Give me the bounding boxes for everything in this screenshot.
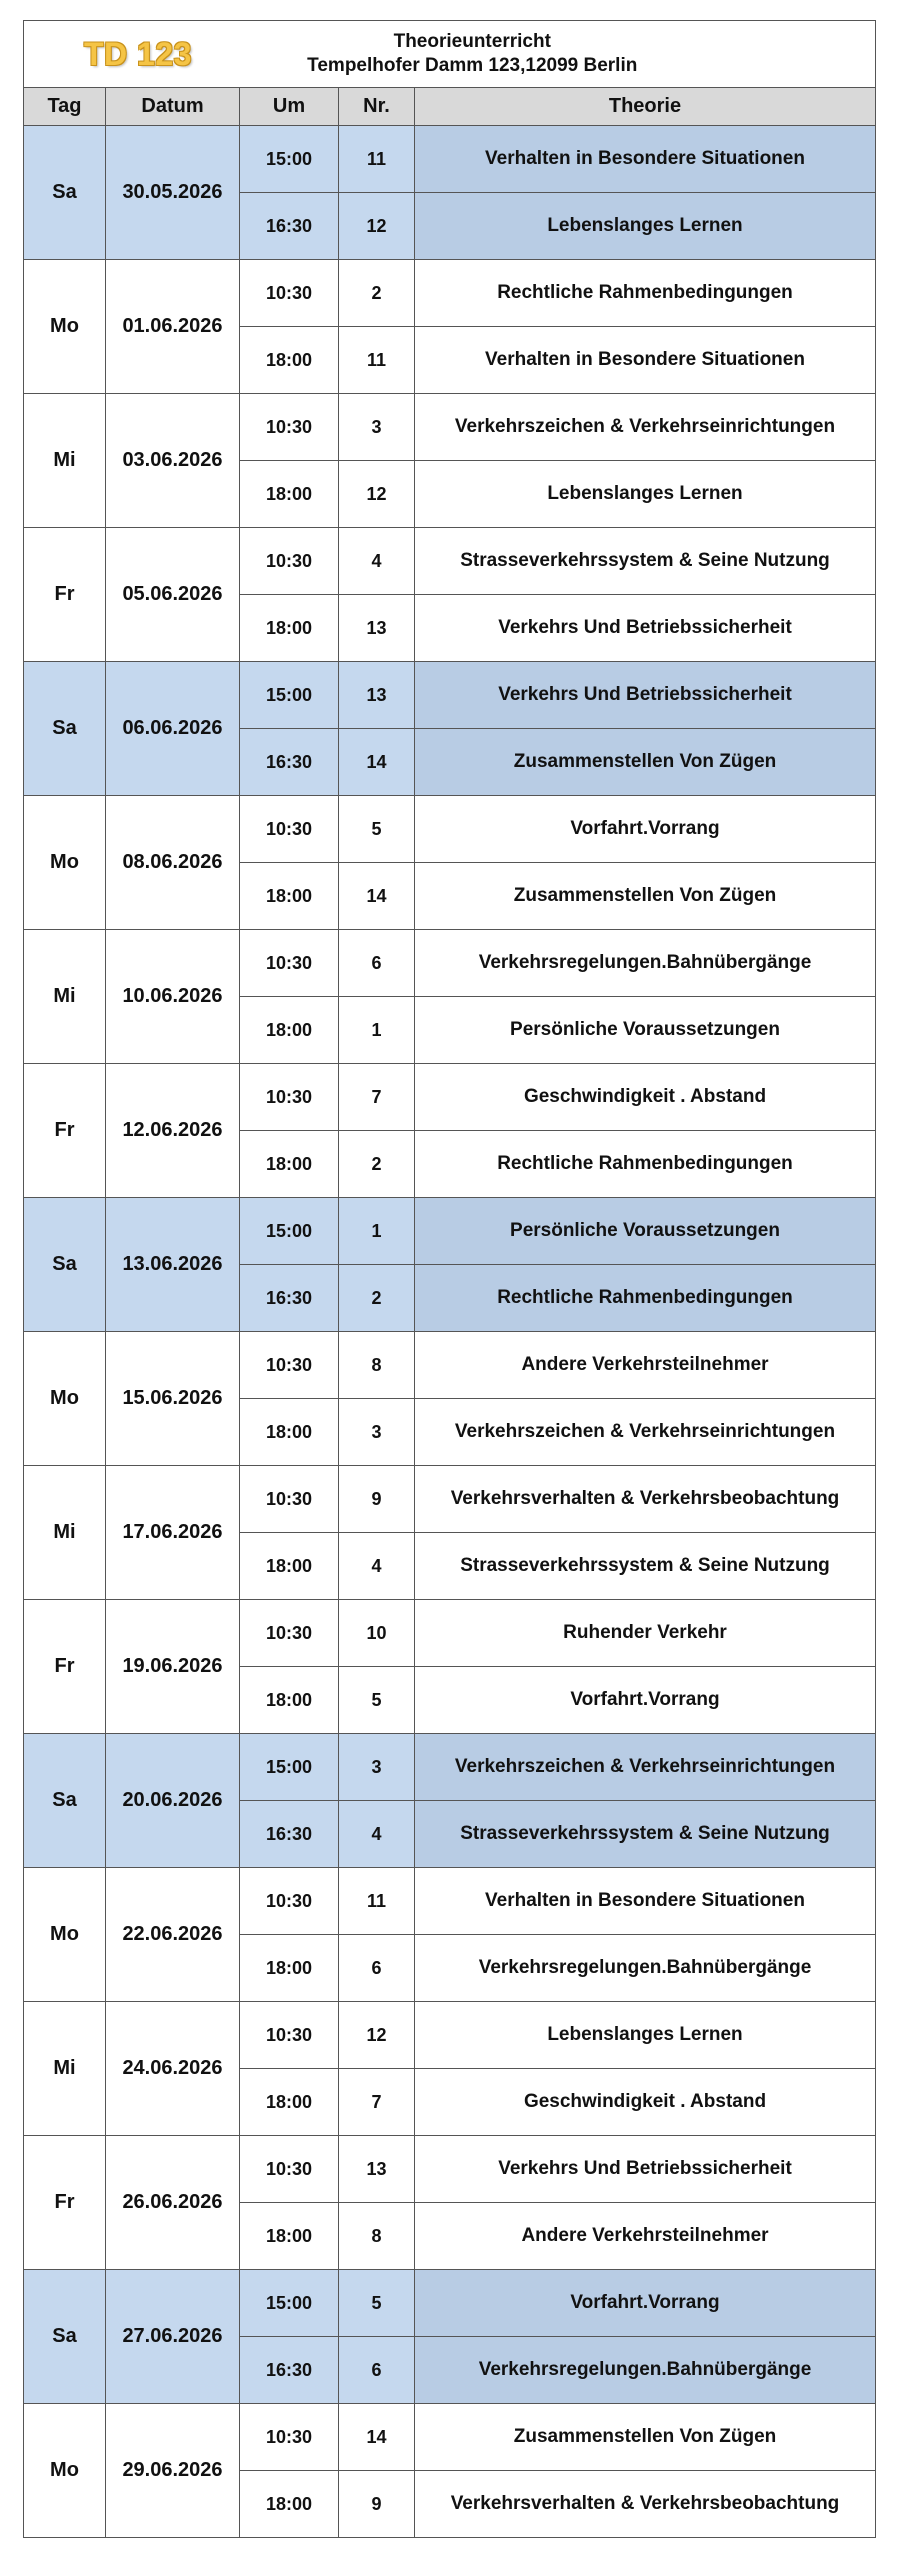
date-cell: 24.06.2026	[106, 2002, 240, 2136]
time-cell: 10:30	[240, 1600, 339, 1667]
lesson-number-cell: 11	[339, 126, 415, 193]
day-cell: Sa	[24, 1198, 106, 1332]
topic-cell: Verkehrszeichen & Verkehrseinrichtungen	[415, 394, 876, 461]
date-cell: 17.06.2026	[106, 1466, 240, 1600]
table-row	[24, 1198, 876, 1265]
time-cell: 15:00	[240, 1734, 339, 1801]
column-header-um: Um	[240, 88, 339, 126]
date-cell: 29.06.2026	[106, 2404, 240, 2538]
lesson-number-cell: 9	[339, 2471, 415, 2538]
time-cell: 10:30	[240, 1868, 339, 1935]
date-cell: 10.06.2026	[106, 930, 240, 1064]
day-cell: Fr	[24, 528, 106, 662]
time-cell: 16:30	[240, 1801, 339, 1868]
topic-cell: Persönliche Voraussetzungen	[415, 1198, 876, 1265]
lesson-number-cell: 4	[339, 1533, 415, 1600]
lesson-number-cell: 4	[339, 528, 415, 595]
lesson-number-cell: 7	[339, 2069, 415, 2136]
date-cell: 19.06.2026	[106, 1600, 240, 1734]
date-cell: 30.05.2026	[106, 126, 240, 260]
day-cell: Mi	[24, 1466, 106, 1600]
time-cell: 16:30	[240, 1265, 339, 1332]
table-row	[24, 126, 876, 193]
topic-cell: Verhalten in Besondere Situationen	[415, 1868, 876, 1935]
day-cell: Mo	[24, 260, 106, 394]
date-cell: 13.06.2026	[106, 1198, 240, 1332]
table-row	[24, 1868, 876, 1935]
lesson-number-cell: 5	[339, 796, 415, 863]
time-cell: 16:30	[240, 729, 339, 796]
time-cell: 18:00	[240, 1667, 339, 1734]
topic-cell: Verkehrs Und Betriebssicherheit	[415, 2136, 876, 2203]
day-cell: Fr	[24, 2136, 106, 2270]
lesson-number-cell: 14	[339, 729, 415, 796]
day-cell: Mo	[24, 1332, 106, 1466]
time-cell: 10:30	[240, 394, 339, 461]
lesson-number-cell: 6	[339, 1935, 415, 2002]
topic-cell: Ruhender Verkehr	[415, 1600, 876, 1667]
lesson-number-cell: 14	[339, 863, 415, 930]
topic-cell: Vorfahrt.Vorrang	[415, 796, 876, 863]
lesson-number-cell: 2	[339, 1131, 415, 1198]
topic-cell: Lebenslanges Lernen	[415, 193, 876, 260]
lesson-number-cell: 6	[339, 2337, 415, 2404]
table-row	[24, 1064, 876, 1131]
topic-cell: Rechtliche Rahmenbedingungen	[415, 1265, 876, 1332]
lesson-number-cell: 13	[339, 2136, 415, 2203]
topic-cell: Verkehrsregelungen.Bahnübergänge	[415, 2337, 876, 2404]
time-cell: 18:00	[240, 1533, 339, 1600]
time-cell: 15:00	[240, 2270, 339, 2337]
date-cell: 03.06.2026	[106, 394, 240, 528]
time-cell: 15:00	[240, 126, 339, 193]
lesson-number-cell: 1	[339, 1198, 415, 1265]
column-header-tag: Tag	[24, 88, 106, 126]
topic-cell: Lebenslanges Lernen	[415, 461, 876, 528]
lesson-number-cell: 11	[339, 327, 415, 394]
schedule-table	[23, 20, 876, 2538]
lesson-number-cell: 11	[339, 1868, 415, 1935]
day-cell: Sa	[24, 126, 106, 260]
table-row	[24, 2136, 876, 2203]
lesson-number-cell: 9	[339, 1466, 415, 1533]
topic-cell: Verhalten in Besondere Situationen	[415, 126, 876, 193]
lesson-number-cell: 14	[339, 2404, 415, 2471]
day-cell: Mi	[24, 394, 106, 528]
time-cell: 18:00	[240, 2069, 339, 2136]
lesson-number-cell: 2	[339, 1265, 415, 1332]
time-cell: 18:00	[240, 1399, 339, 1466]
day-cell: Mo	[24, 796, 106, 930]
table-row	[24, 2002, 876, 2069]
topic-cell: Vorfahrt.Vorrang	[415, 1667, 876, 1734]
lesson-number-cell: 6	[339, 930, 415, 997]
time-cell: 10:30	[240, 2136, 339, 2203]
time-cell: 15:00	[240, 662, 339, 729]
time-cell: 18:00	[240, 1131, 339, 1198]
topic-cell: Verhalten in Besondere Situationen	[415, 327, 876, 394]
table-row	[24, 930, 876, 997]
time-cell: 18:00	[240, 997, 339, 1064]
time-cell: 10:30	[240, 528, 339, 595]
table-row	[24, 528, 876, 595]
column-header-datum: Datum	[106, 88, 240, 126]
lesson-number-cell: 10	[339, 1600, 415, 1667]
page-subtitle: Tempelhofer Damm 123,12099 Berlin	[307, 55, 638, 76]
table-row	[24, 1600, 876, 1667]
date-cell: 22.06.2026	[106, 1868, 240, 2002]
topic-cell: Verkehrs Und Betriebssicherheit	[415, 662, 876, 729]
topic-cell: Rechtliche Rahmenbedingungen	[415, 260, 876, 327]
date-cell: 12.06.2026	[106, 1064, 240, 1198]
topic-cell: Verkehrsregelungen.Bahnübergänge	[415, 930, 876, 997]
topic-cell: Verkehrsregelungen.Bahnübergänge	[415, 1935, 876, 2002]
day-cell: Sa	[24, 662, 106, 796]
topic-cell: Zusammenstellen Von Zügen	[415, 729, 876, 796]
logo-text: TD 123	[84, 35, 192, 72]
time-cell: 10:30	[240, 796, 339, 863]
date-cell: 01.06.2026	[106, 260, 240, 394]
date-cell: 08.06.2026	[106, 796, 240, 930]
topic-cell: Zusammenstellen Von Zügen	[415, 863, 876, 930]
date-cell: 20.06.2026	[106, 1734, 240, 1868]
lesson-number-cell: 13	[339, 662, 415, 729]
title-row	[24, 21, 876, 88]
topic-cell: Verkehrsverhalten & Verkehrsbeobachtung	[415, 2471, 876, 2538]
date-cell: 15.06.2026	[106, 1332, 240, 1466]
date-cell: 06.06.2026	[106, 662, 240, 796]
schedule-body	[24, 21, 876, 2538]
table-row	[24, 2404, 876, 2471]
time-cell: 18:00	[240, 327, 339, 394]
table-row	[24, 796, 876, 863]
day-cell: Mi	[24, 930, 106, 1064]
table-row	[24, 1466, 876, 1533]
time-cell: 15:00	[240, 1198, 339, 1265]
day-cell: Fr	[24, 1064, 106, 1198]
lesson-number-cell: 3	[339, 394, 415, 461]
lesson-number-cell: 3	[339, 1734, 415, 1801]
lesson-number-cell: 4	[339, 1801, 415, 1868]
topic-cell: Verkehrszeichen & Verkehrseinrichtungen	[415, 1734, 876, 1801]
lesson-number-cell: 2	[339, 260, 415, 327]
lesson-number-cell: 5	[339, 1667, 415, 1734]
lesson-number-cell: 3	[339, 1399, 415, 1466]
topic-cell: Zusammenstellen Von Zügen	[415, 2404, 876, 2471]
table-row	[24, 1734, 876, 1801]
lesson-number-cell: 5	[339, 2270, 415, 2337]
time-cell: 10:30	[240, 2002, 339, 2069]
time-cell: 10:30	[240, 2404, 339, 2471]
time-cell: 16:30	[240, 2337, 339, 2404]
table-row	[24, 1332, 876, 1399]
time-cell: 10:30	[240, 260, 339, 327]
table-row	[24, 260, 876, 327]
lesson-number-cell: 12	[339, 2002, 415, 2069]
lesson-number-cell: 13	[339, 595, 415, 662]
time-cell: 18:00	[240, 2203, 339, 2270]
topic-cell: Geschwindigkeit . Abstand	[415, 1064, 876, 1131]
time-cell: 16:30	[240, 193, 339, 260]
time-cell: 18:00	[240, 863, 339, 930]
lesson-number-cell: 8	[339, 2203, 415, 2270]
topic-cell: Vorfahrt.Vorrang	[415, 2270, 876, 2337]
title-cell	[240, 21, 876, 88]
page-title: Theorieunterricht	[393, 31, 551, 52]
lesson-number-cell: 1	[339, 997, 415, 1064]
topic-cell: Verkehrs Und Betriebssicherheit	[415, 595, 876, 662]
topic-cell: Strasseverkehrssystem & Seine Nutzung	[415, 528, 876, 595]
lesson-number-cell: 7	[339, 1064, 415, 1131]
topic-cell: Verkehrszeichen & Verkehrseinrichtungen	[415, 1399, 876, 1466]
topic-cell: Lebenslanges Lernen	[415, 2002, 876, 2069]
header-row	[24, 88, 876, 126]
lesson-number-cell: 12	[339, 193, 415, 260]
topic-cell: Rechtliche Rahmenbedingungen	[415, 1131, 876, 1198]
time-cell: 18:00	[240, 595, 339, 662]
table-row	[24, 394, 876, 461]
time-cell: 10:30	[240, 1466, 339, 1533]
time-cell: 10:30	[240, 930, 339, 997]
time-cell: 18:00	[240, 2471, 339, 2538]
day-cell: Mo	[24, 2404, 106, 2538]
topic-cell: Verkehrsverhalten & Verkehrsbeobachtung	[415, 1466, 876, 1533]
time-cell: 18:00	[240, 1935, 339, 2002]
topic-cell: Strasseverkehrssystem & Seine Nutzung	[415, 1801, 876, 1868]
day-cell: Fr	[24, 1600, 106, 1734]
time-cell: 18:00	[240, 461, 339, 528]
day-cell: Sa	[24, 1734, 106, 1868]
lesson-number-cell: 12	[339, 461, 415, 528]
day-cell: Sa	[24, 2270, 106, 2404]
date-cell: 27.06.2026	[106, 2270, 240, 2404]
table-row	[24, 2270, 876, 2337]
day-cell: Mo	[24, 1868, 106, 2002]
topic-cell: Geschwindigkeit . Abstand	[415, 2069, 876, 2136]
table-row	[24, 662, 876, 729]
topic-cell: Andere Verkehrsteilnehmer	[415, 1332, 876, 1399]
column-header-nr: Nr.	[339, 88, 415, 126]
topic-cell: Persönliche Voraussetzungen	[415, 997, 876, 1064]
time-cell: 10:30	[240, 1332, 339, 1399]
date-cell: 05.06.2026	[106, 528, 240, 662]
column-header-theorie: Theorie	[415, 88, 876, 126]
date-cell: 26.06.2026	[106, 2136, 240, 2270]
day-cell: Mi	[24, 2002, 106, 2136]
lesson-number-cell: 8	[339, 1332, 415, 1399]
topic-cell: Andere Verkehrsteilnehmer	[415, 2203, 876, 2270]
time-cell: 10:30	[240, 1064, 339, 1131]
topic-cell: Strasseverkehrssystem & Seine Nutzung	[415, 1533, 876, 1600]
